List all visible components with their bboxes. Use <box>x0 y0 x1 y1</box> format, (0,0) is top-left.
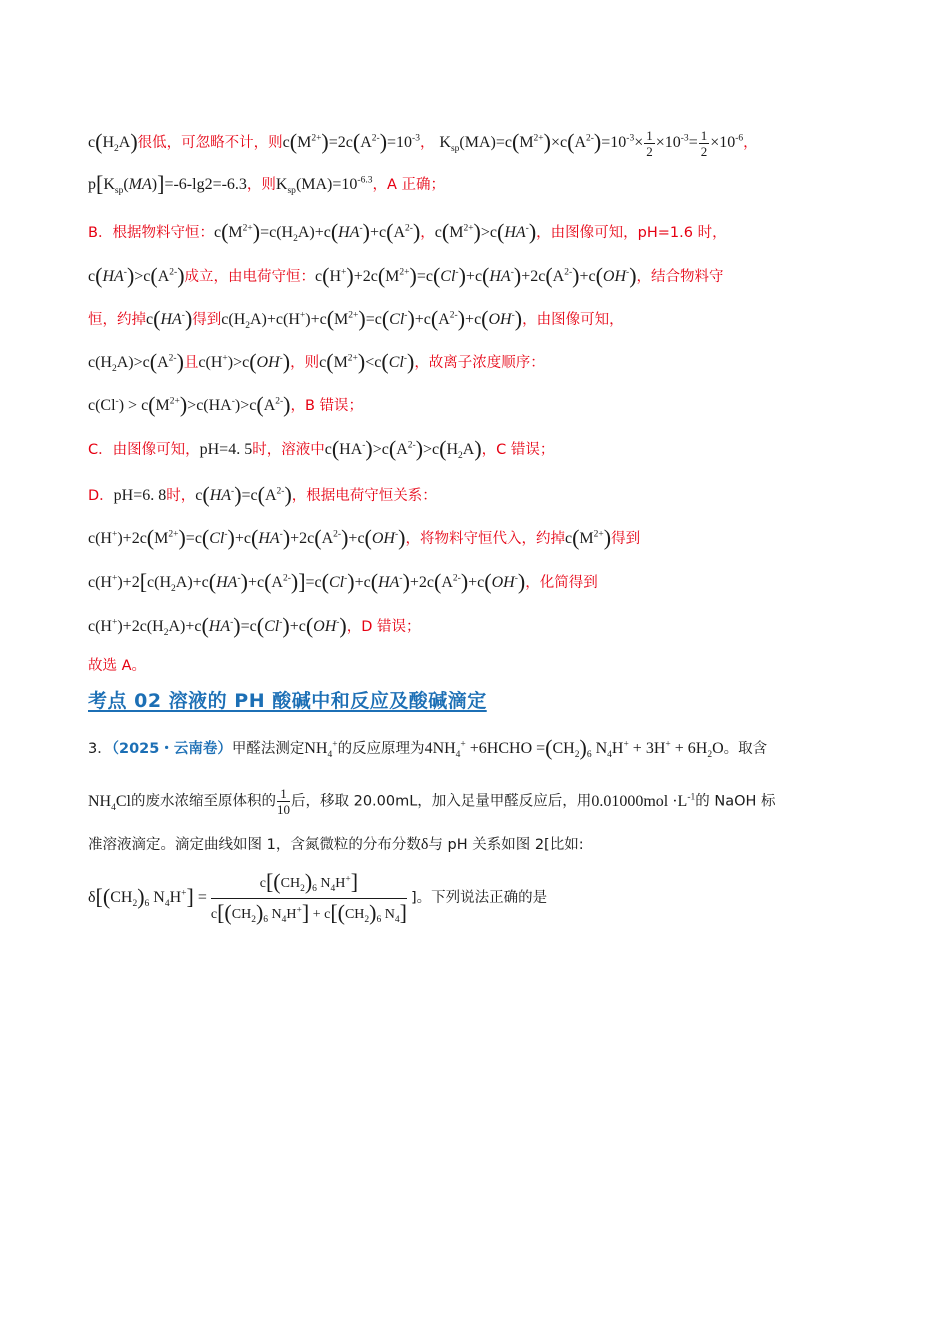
text: 与 pH 关系如图 2[比如: <box>428 837 584 853</box>
answer-line: 故选 A。 <box>88 658 147 674</box>
formula-combined: $c(H_2A)+c(H^+)+c(M^{2+})=c(Cl^-)+c(A^{2-})+c(OH^-)$ <box>221 306 523 332</box>
option-b-line-3 <box>88 307 624 332</box>
text: ，结合物料守 <box>636 269 724 285</box>
formula-h2a-gt-a: $c(H_2A)>c(A^{2-})$ <box>88 349 184 375</box>
text: ]。下列说法正确的是 <box>410 890 548 906</box>
text: ，根据电荷守恒关系： <box>291 488 437 504</box>
text: 成立，由电荷守恒： <box>184 269 316 285</box>
question-line-4 <box>88 870 547 926</box>
text: ，A 正确； <box>372 177 445 193</box>
formula-c-m: $c(M^{2+})$ <box>564 525 612 550</box>
formula-substituted: $c(H^+)+2[c(H_2A)+c(HA^-)+c(A^{2-})]=c(Cl^-)+c(HA^-)+2c(A^{2-})+c(OH^-)$ <box>88 569 526 595</box>
text: ，由图像可知， <box>522 312 624 328</box>
formula-ha-gt-a: $c(HA^-)>c(A^{2-})$ <box>88 263 185 288</box>
question-line-3 <box>88 833 584 857</box>
formula-delta-def: $\delta[(CH_2)_6$ $N_4H^+$] = <box>88 884 207 910</box>
formula-mass-balance: $c(M^{2+})=c(H_2A)+c(HA^-)+c(A^{2-})$ <box>213 219 421 245</box>
text: ，则 <box>246 177 276 193</box>
text: 恒，约掉 <box>88 312 146 328</box>
question-line-2 <box>88 786 776 817</box>
option-d-line-2 <box>88 526 640 551</box>
option-b-line-1 <box>88 220 727 245</box>
formula-charge-balance: $c(H^+)+2c(M^{2+})=c(Cl^-)+c(HA^-)+2c(A^{2-})+c(OH^-)$ <box>315 263 637 288</box>
question-source: （2025・云南卷） <box>111 741 232 757</box>
ph-value: pH=4. 5 <box>199 441 253 458</box>
option-b-line-5 <box>88 393 363 418</box>
formula-c-order: $c(HA^-)>c(A^{2-})>c(H_2A)$ <box>324 436 482 462</box>
text: 的废水浓缩至原体积的 <box>130 793 276 810</box>
solution-line-2 <box>88 172 445 197</box>
text: 得到 <box>611 531 641 547</box>
ph-value: pH=6. 8 <box>113 487 167 504</box>
text: 的 NaOH 标 <box>695 793 776 810</box>
section-heading: 考点 02 溶液的 PH 酸碱中和反应及酸碱滴定 <box>88 690 487 712</box>
option-d-line-4 <box>88 614 421 639</box>
delta-fraction: $\frac{c[(CH_2)_6 N_4H^+]}{c[(CH_2)_6 N_4H^+] + c[(CH_2)_6 N_4]}$ <box>210 868 407 925</box>
solution-line-1 <box>88 128 758 159</box>
formula-ha-eq-a: $c(HA^-)=c(A^{2-})$ <box>195 482 292 507</box>
text: ， <box>420 225 435 241</box>
formula-simplified: $c(H^+)+2c(H_2A)+c(HA^-)=c(Cl^-)+c(OH^-)$ <box>88 613 347 639</box>
option-d-line-1 <box>88 483 437 508</box>
text: ，故离子浓度顺序： <box>414 355 545 371</box>
question-number: 3． <box>88 741 112 757</box>
formula-nh4cl: $NH_4Cl$ <box>88 792 131 813</box>
text: ，化简得到 <box>525 575 598 591</box>
text: ， <box>743 135 758 152</box>
formula-ksp-value: $K_{sp}(MA)=10^{-6.3}$ <box>275 175 373 197</box>
formula-nh4: $NH_4^+$ <box>304 739 338 761</box>
formula-m-lt-cl: $c(M^{2+})<c(Cl^-)$ <box>319 349 415 374</box>
formula-ion-order: $c(Cl^-) > c(M^{2+})>c(HA^-)>c(A^{2-})$ <box>88 392 291 417</box>
text: 的反应原理为 <box>337 741 425 757</box>
text: 得到 <box>192 312 222 328</box>
text: ，B 错误； <box>290 398 364 414</box>
text: 甲醛法测定 <box>231 741 305 757</box>
text: ，C 错误； <box>481 442 555 458</box>
text: 后，移取 20.00mL，加入足量甲醛反应后，用 <box>290 793 592 810</box>
symbol-delta: δ <box>420 836 429 853</box>
text: D． <box>88 488 114 504</box>
text: 时， <box>166 488 196 504</box>
formula-h-gt-oh: c(H+)>c(OH-) <box>198 349 291 374</box>
formula-p-ksp: $p[K_{sp}(MA)]=-6-\lg 2=-6.3$ <box>88 171 247 197</box>
text: ，由图像可知，pH=1.6 时， <box>536 225 727 241</box>
text: ， <box>419 135 435 152</box>
option-d-line-3 <box>88 570 598 595</box>
fraction-one-tenth: $\frac{1}{10}$ <box>276 786 290 817</box>
text: ，则 <box>290 355 320 371</box>
formula-c-h2a: $c(H_2A)$ <box>88 129 138 155</box>
formula-concentration: $0.01000mol \cdot L^{-1}$ <box>591 792 696 810</box>
text: C．由图像可知， <box>88 442 200 458</box>
question-line-1 <box>88 736 767 761</box>
text: 且 <box>183 355 199 371</box>
text: 准溶液滴定。滴定曲线如图 1，含氮微粒的分布分数 <box>88 837 421 853</box>
text: 时，溶液中 <box>252 442 325 458</box>
formula-ksp: $K_{sp}(MA)=c(M^{2+})\times c(A^{2-})=10^{-3}\times$ $\frac{1}{2}$ $\times 10^{-3}=$ $\frac{1}{2}$ $\times 10^{-6}$ <box>439 128 744 159</box>
option-c-line <box>88 437 554 462</box>
formula-m-equals: $c(M^{2+})=2c(A^{2-})=10^{-3}$ <box>282 129 420 155</box>
text: ，D 错误； <box>346 619 421 635</box>
text: B．根据物料守恒： <box>88 225 214 241</box>
formula-m-gt-ha: $c(M^{2+})>c(HA^-)$ <box>434 219 537 244</box>
text: 很低，可忽略不计，则 <box>137 135 283 152</box>
text: ，将物料守恒代入，约掉 <box>405 531 565 547</box>
text: 。取含 <box>723 741 768 757</box>
option-b-line-2 <box>88 264 724 289</box>
formula-reaction: $4NH_4^+$ +6HCHO $=(CH_2)_6$ $N_4H^+ + 3H^+ + 6H_2O$ <box>424 735 724 761</box>
option-b-line-4 <box>88 350 545 375</box>
formula-charge-balance-d: $c(H^+)+2c(M^{2+})=c(Cl^-)+c(HA^-)+2c(A^{2-})+c(OH^-)$ <box>88 525 406 550</box>
formula-c-ha: c(HA-) <box>146 306 193 331</box>
